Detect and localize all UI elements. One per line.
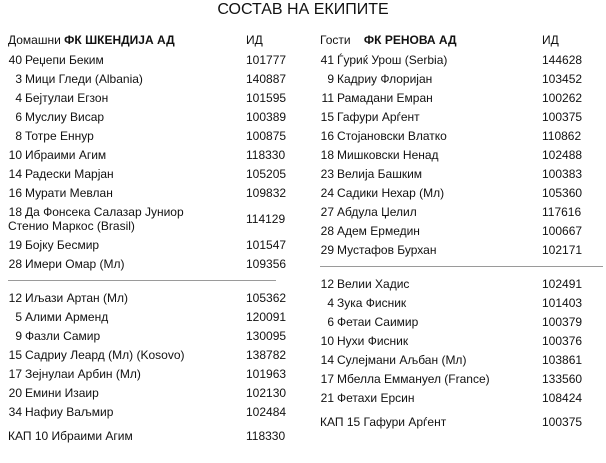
player-row — [320, 51, 604, 70]
player-id: 101595 — [246, 91, 287, 105]
player-number: 40 — [8, 53, 22, 67]
player-row — [320, 275, 604, 294]
player-number: 8 — [15, 129, 22, 143]
player-name: Рамадани Емран — [337, 91, 433, 105]
player-row — [8, 346, 296, 365]
player-id: 108424 — [542, 391, 583, 405]
player-row — [8, 146, 296, 165]
player-row — [320, 89, 604, 108]
player-name: Мурати Мевлан — [25, 186, 113, 200]
player-number: 4 — [327, 296, 334, 310]
player-id: 102484 — [246, 405, 287, 419]
player-id: 144628 — [542, 53, 583, 67]
captain-name: Гафури Арѓент — [363, 415, 447, 429]
player-row — [320, 389, 604, 408]
player-id: 100375 — [542, 110, 583, 124]
away-team-name: ФК РЕНОВА АД — [363, 33, 457, 47]
player-number: 18 — [320, 148, 334, 162]
captain-name: Ибраими Агим — [51, 429, 133, 443]
player-name: Стојановски Влатко — [337, 129, 447, 143]
player-row — [8, 184, 296, 203]
player-name: Велија Башким — [337, 167, 423, 181]
player-id: 133560 — [542, 372, 583, 386]
player-number: 9 — [15, 329, 22, 343]
player-name: Садики Нехар (Мл) — [337, 186, 445, 200]
player-name: Кадриу Флоријан — [337, 72, 433, 86]
player-number: 19 — [8, 238, 22, 252]
player-row — [8, 327, 296, 346]
player-number: 10 — [320, 334, 334, 348]
player-row — [320, 351, 604, 370]
captain-number: 10 — [34, 429, 49, 443]
player-number: 6 — [15, 110, 22, 124]
player-number: 27 — [320, 205, 334, 219]
player-id: 103861 — [542, 353, 583, 367]
player-name: Мишковски Ненад — [337, 148, 439, 162]
player-number: 28 — [8, 257, 22, 271]
home-id-header: ИД — [246, 33, 263, 47]
player-name: Муслиу Висар — [25, 110, 105, 124]
player-number: 14 — [8, 167, 22, 181]
player-id: 105360 — [542, 186, 583, 200]
player-row — [320, 70, 604, 89]
player-row — [8, 289, 296, 308]
player-row — [8, 384, 296, 403]
player-name: Велии Хадис — [337, 277, 410, 291]
player-name: Ѓуриќ Урош (Serbia) — [337, 53, 448, 67]
away-starters-list — [320, 50, 604, 260]
captain-label: КАП — [8, 429, 32, 443]
player-name: Радески Марјан — [25, 167, 114, 181]
player-row — [8, 165, 296, 184]
player-name: Садриу Леард (Мл) (Kosovo) — [25, 348, 185, 362]
player-row — [320, 146, 604, 165]
player-row — [8, 403, 296, 422]
player-name: Фазли Самир — [25, 329, 101, 343]
player-id: 105362 — [246, 291, 287, 305]
player-row — [8, 308, 296, 327]
player-row — [8, 127, 296, 146]
player-id: 109356 — [246, 257, 287, 271]
player-name: Алими Арменд — [25, 310, 109, 324]
player-row — [320, 184, 604, 203]
player-number: 28 — [320, 224, 334, 238]
player-id: 100376 — [542, 334, 583, 348]
player-number: 14 — [320, 353, 334, 367]
player-id: 101547 — [246, 238, 287, 252]
player-number: 17 — [320, 372, 334, 386]
player-name: Ибраими Агим — [25, 148, 107, 162]
player-row — [320, 108, 604, 127]
home-subs-list — [8, 289, 296, 422]
player-name-continued: Стенио Маркос (Brasil) — [8, 219, 135, 233]
player-row — [8, 89, 296, 108]
player-name: Мици Гледи (Albania) — [25, 72, 143, 86]
player-id: 102488 — [542, 148, 583, 162]
player-number: 3 — [15, 72, 22, 86]
player-number: 15 — [8, 348, 22, 362]
player-name: Мустафов Бурхан — [337, 243, 437, 257]
player-id: 117616 — [542, 205, 582, 219]
player-id: 138782 — [246, 348, 287, 362]
captain-number: 15 — [346, 415, 361, 429]
player-number: 23 — [320, 167, 334, 181]
player-id: 101963 — [246, 367, 287, 381]
player-id: 110862 — [542, 129, 582, 143]
player-number: 21 — [320, 391, 334, 405]
player-number: 11 — [321, 91, 334, 105]
player-row — [8, 203, 296, 236]
home-label: Домашни — [8, 33, 61, 47]
player-id: 120091 — [246, 310, 287, 324]
player-number: 18 — [8, 205, 22, 219]
away-label: Гости — [320, 33, 351, 47]
player-name: Мбелла Еммануел (France) — [337, 372, 490, 386]
player-name: Емини Изаир — [25, 386, 99, 400]
player-number: 12 — [8, 291, 22, 305]
player-number: 16 — [320, 129, 334, 143]
player-row — [8, 108, 296, 127]
player-row — [320, 313, 604, 332]
player-row — [320, 222, 604, 241]
player-name: Зука Фисник — [337, 296, 407, 310]
captain-id: 118330 — [246, 429, 286, 443]
player-row — [8, 70, 296, 89]
player-id: 103452 — [542, 72, 583, 86]
player-id: 109832 — [246, 186, 287, 200]
player-row — [8, 51, 296, 70]
player-id: 100875 — [246, 129, 287, 143]
player-id: 130095 — [246, 329, 287, 343]
away-subs-list — [320, 275, 604, 408]
home-captain-row — [8, 427, 296, 446]
player-number: 10 — [8, 148, 22, 162]
player-id: 118330 — [246, 148, 286, 162]
player-number: 5 — [15, 310, 22, 324]
player-id: 100262 — [542, 91, 583, 105]
away-captain-row — [320, 413, 604, 432]
player-row — [320, 241, 604, 260]
player-name: Бејтулаи Егзон — [25, 91, 109, 105]
away-id-header: ИД — [542, 33, 559, 47]
home-lineup — [8, 31, 296, 446]
home-team-name: ФК ШКЕНДИЈА АД — [64, 33, 175, 47]
player-id: 105205 — [246, 167, 287, 181]
player-name: Имери Омар (Мл) — [25, 257, 125, 271]
player-id: 102130 — [246, 386, 287, 400]
player-id: 100667 — [542, 224, 583, 238]
player-number: 41 — [320, 53, 334, 67]
player-row — [320, 294, 604, 313]
player-name: Бојку Бесмир — [25, 238, 100, 252]
player-row — [8, 236, 296, 255]
home-header — [8, 31, 296, 50]
player-number: 34 — [8, 405, 22, 419]
player-name: Сулејмани Аљбан (Мл) — [337, 353, 467, 367]
player-number: 4 — [15, 91, 22, 105]
player-number: 12 — [320, 277, 334, 291]
player-name: Реџепи Беким — [25, 53, 104, 67]
player-id: 102491 — [542, 277, 583, 291]
home-starters-list — [8, 50, 296, 274]
player-number: 9 — [327, 72, 334, 86]
player-name: Абдула Џелил — [337, 205, 417, 219]
player-number: 20 — [8, 386, 22, 400]
player-id: 100383 — [542, 167, 583, 181]
player-number: 16 — [8, 186, 22, 200]
player-name: Нафиу Ваљмир — [25, 405, 114, 419]
player-id: 101777 — [246, 53, 287, 67]
captain-id: 100375 — [542, 415, 583, 429]
player-row — [320, 332, 604, 351]
captain-label: КАП — [320, 415, 344, 429]
player-name: Нухи Фисник — [337, 334, 409, 348]
player-name: Да Фонсека Салазар Јуниор — [25, 205, 184, 219]
player-name: Иљази Артан (Мл) — [25, 291, 128, 305]
player-name: Гафури Арѓент — [337, 110, 420, 124]
player-id: 101403 — [542, 296, 583, 310]
player-row — [8, 365, 296, 384]
player-number: 29 — [320, 243, 334, 257]
player-row — [320, 203, 604, 222]
player-row — [320, 370, 604, 389]
away-lineup — [320, 31, 604, 432]
player-row — [320, 127, 604, 146]
player-name: Фетахи Ерсин — [337, 391, 415, 405]
player-name: Зејнулаи Арбин (Мл) — [25, 367, 141, 381]
player-id: 102171 — [542, 243, 583, 257]
player-id: 140887 — [246, 72, 287, 86]
player-name: Фетаи Саимир — [337, 315, 419, 329]
player-row — [8, 255, 296, 274]
player-id: 114129 — [246, 212, 286, 226]
page-title: СОСТАВ НА ЕКИПИТЕ — [217, 1, 389, 18]
player-number: 6 — [327, 315, 334, 329]
player-number: 17 — [8, 367, 22, 381]
player-number: 24 — [320, 186, 334, 200]
player-id: 100379 — [542, 315, 583, 329]
away-header — [320, 31, 604, 50]
player-row — [320, 165, 604, 184]
player-name: Тотре Еннур — [25, 129, 94, 143]
player-name: Адем Ермедин — [337, 224, 420, 238]
player-number: 15 — [320, 110, 334, 124]
player-id: 100389 — [246, 110, 287, 124]
